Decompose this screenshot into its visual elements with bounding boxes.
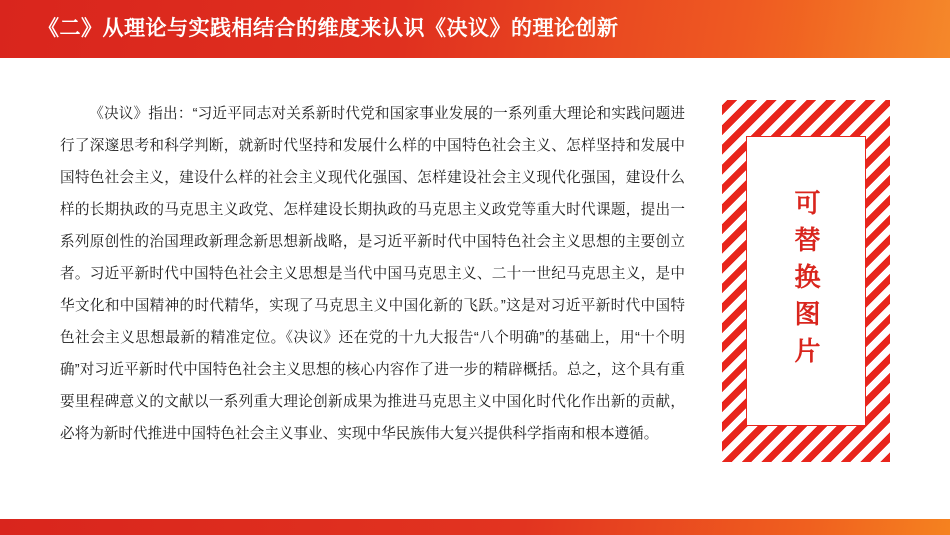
header-bar (0, 0, 950, 58)
image-placeholder-label: 可替换图片 (791, 188, 821, 374)
page-title: 《二》从理论与实践相结合的维度来认识《决议》的理论创新 (38, 17, 619, 40)
header-gradient-accent (800, 0, 950, 58)
image-placeholder[interactable] (722, 100, 890, 462)
body-paragraph: 《决议》指出：“习近平同志对关系新时代党和国家事业发展的一系列重大理论和实践问题进行了深邃思考和科学判断，就新时代坚持和发展什么样的中国特色社会主义、怎样坚持和发展中国特色社会主义，建设什么样的社会主义现代化强国、怎样建设社会主义现代化强国，建设什么样的长期执政的马克思主义政党、怎样建设长期执政的马克思主义政党等重大时代课题，提出一系列原创性的治国理政新理念新思想新战略，是习近平新时代中国特色社会主义思想的主要创立者。习近平新时代中国特色社会主义思想是当代中国马克思主义、二十一世纪马克思主义，是中华文化和中国精神的时代精华，实现了马克思主义中国化新的飞跃。”这是对习近平新时代中国特色社会主义思想最新的精准定位。《决议》还在党的十九大报告“八个明确”的基础上，用“十个明确”对习近平新时代中国特色社会主义思想的核心内容作了进一步的精辟概括。总之，这个具有重要里程碑意义的文献以一系列重大理论创新成果为推进马克思主义中国化时代化作出新的贡献，必将为新时代推进中国特色社会主义事业、实现中华民族伟大复兴提供科学指南和根本遵循。 (60, 106, 685, 442)
footer-bar (0, 519, 950, 535)
image-placeholder-inner (746, 136, 866, 426)
body-content (60, 98, 685, 450)
